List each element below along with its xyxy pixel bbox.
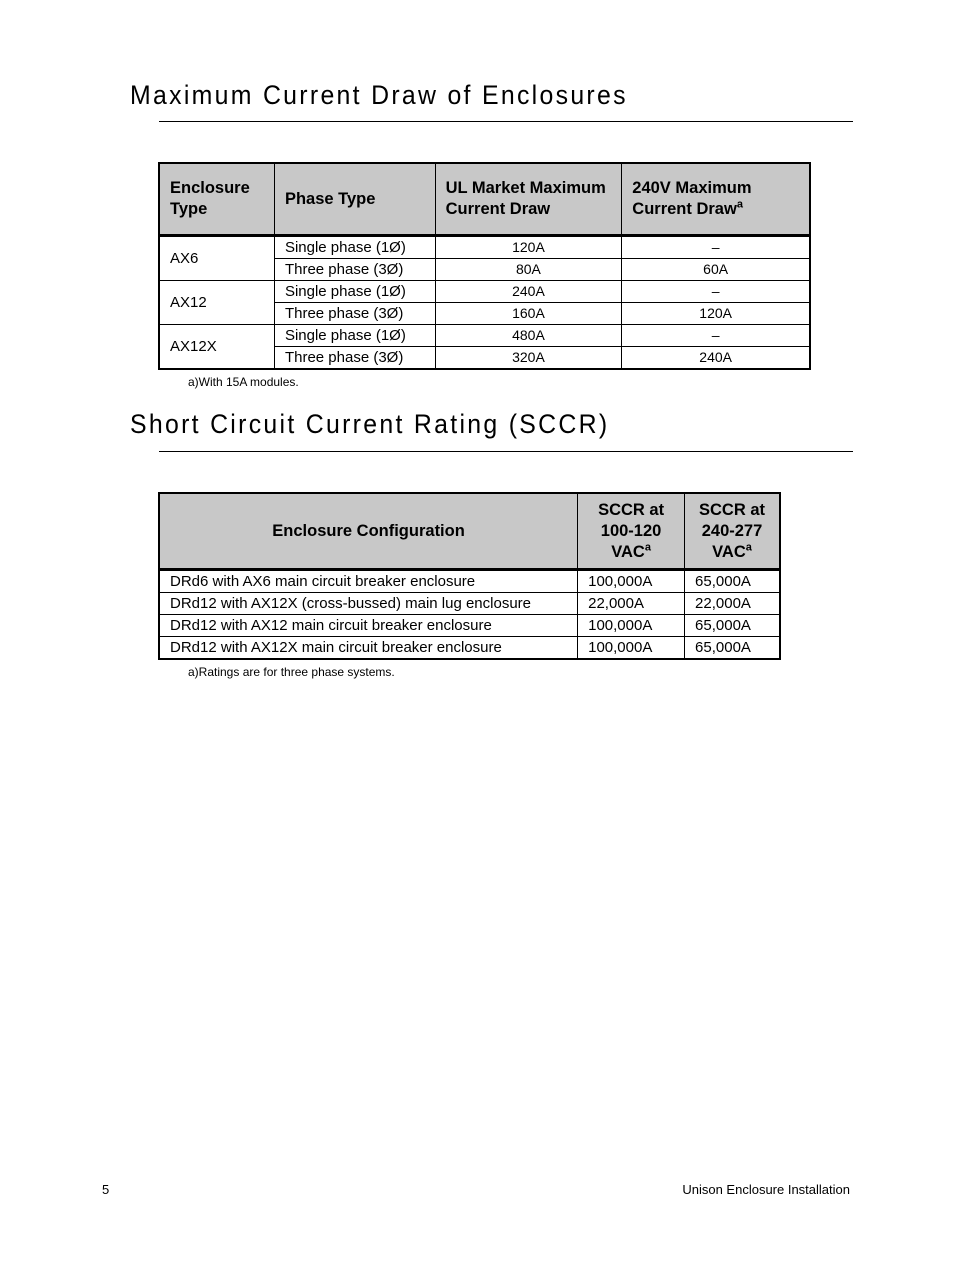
configuration-cell: DRd12 with AX12 main circuit breaker enclosure	[160, 615, 578, 637]
header-sccr-100-120	[578, 494, 685, 570]
240v-current-cell: –	[622, 236, 810, 259]
table-footnote: a)Ratings are for three phase systems.	[188, 665, 395, 679]
header-line: SCCR at	[598, 500, 665, 519]
table-header-row	[160, 164, 810, 236]
sccr-table	[159, 493, 780, 659]
phase-cell: Single phase (1Ø)	[274, 325, 435, 347]
footnote-marker: a	[745, 541, 752, 553]
header-240v-max-current-draw	[622, 164, 810, 236]
ul-current-cell: 320A	[435, 347, 622, 369]
240v-current-cell: –	[622, 325, 810, 347]
phase-cell: Three phase (3Ø)	[274, 303, 435, 325]
header-phase-type: Phase Type	[274, 164, 435, 236]
footnote-marker: a	[644, 541, 651, 553]
table-row	[160, 236, 810, 259]
ul-current-cell: 160A	[435, 303, 622, 325]
configuration-cell: DRd12 with AX12X main circuit breaker enclosure	[160, 637, 578, 659]
header-line	[695, 542, 769, 563]
table-row	[160, 637, 780, 659]
header-line: 240-277	[701, 521, 763, 540]
header-vac-label: VAC	[611, 542, 645, 561]
phase-cell: Three phase (3Ø)	[274, 347, 435, 369]
phase-cell: Single phase (1Ø)	[274, 236, 435, 259]
sccr-high-cell: 65,000A	[685, 615, 780, 637]
footer-document-title: Unison Enclosure Installation	[682, 1182, 850, 1197]
header-line	[588, 542, 674, 563]
phase-cell: Three phase (3Ø)	[274, 259, 435, 281]
header-vac-label: VAC	[712, 542, 746, 561]
header-240v-label: 240V Maximum Current Draw	[632, 179, 752, 218]
section-title-current-draw: Maximum Current Draw of Enclosures	[130, 80, 628, 110]
240v-current-cell: 60A	[622, 259, 810, 281]
240v-current-cell: –	[622, 281, 810, 303]
sccr-low-cell: 22,000A	[578, 593, 685, 615]
section-title-sccr: Short Circuit Current Rating (SCCR)	[130, 409, 610, 439]
configuration-cell: DRd6 with AX6 main circuit breaker enclosure	[160, 570, 578, 593]
table-row	[160, 325, 810, 347]
configuration-cell: DRd12 with AX12X (cross-bussed) main lug enclosure	[160, 593, 578, 615]
240v-current-cell: 120A	[622, 303, 810, 325]
section-divider	[159, 451, 853, 452]
sccr-high-cell: 65,000A	[685, 570, 780, 593]
sccr-high-cell: 65,000A	[685, 637, 780, 659]
240v-current-cell: 240A	[622, 347, 810, 369]
ul-current-cell: 480A	[435, 325, 622, 347]
header-ul-market-max-current-draw: UL Market Maximum Current Draw	[435, 164, 622, 236]
header-line: 100-120	[600, 521, 662, 540]
sccr-high-cell: 22,000A	[685, 593, 780, 615]
enclosure-cell: AX6	[160, 236, 275, 281]
header-enclosure-type: Enclosure Type	[160, 164, 275, 236]
header-enclosure-configuration: Enclosure Configuration	[160, 494, 578, 570]
sccr-low-cell: 100,000A	[578, 637, 685, 659]
footnote-marker: a	[736, 198, 743, 211]
page-number: 5	[102, 1182, 110, 1197]
ul-current-cell: 240A	[435, 281, 622, 303]
table-row	[160, 593, 780, 615]
enclosure-cell: AX12X	[160, 325, 275, 369]
header-line: SCCR at	[699, 500, 766, 519]
sccr-low-cell: 100,000A	[578, 570, 685, 593]
table-header-row	[160, 494, 780, 570]
table-row	[160, 570, 780, 593]
sccr-low-cell: 100,000A	[578, 615, 685, 637]
table-row	[160, 281, 810, 303]
ul-current-cell: 120A	[435, 236, 622, 259]
table-footnote: a)With 15A modules.	[188, 375, 299, 389]
ul-current-cell: 80A	[435, 259, 622, 281]
current-draw-table	[159, 163, 810, 369]
header-sccr-240-277	[685, 494, 780, 570]
phase-cell: Single phase (1Ø)	[274, 281, 435, 303]
table-row	[160, 615, 780, 637]
section-divider	[159, 121, 853, 122]
enclosure-cell: AX12	[160, 281, 275, 325]
